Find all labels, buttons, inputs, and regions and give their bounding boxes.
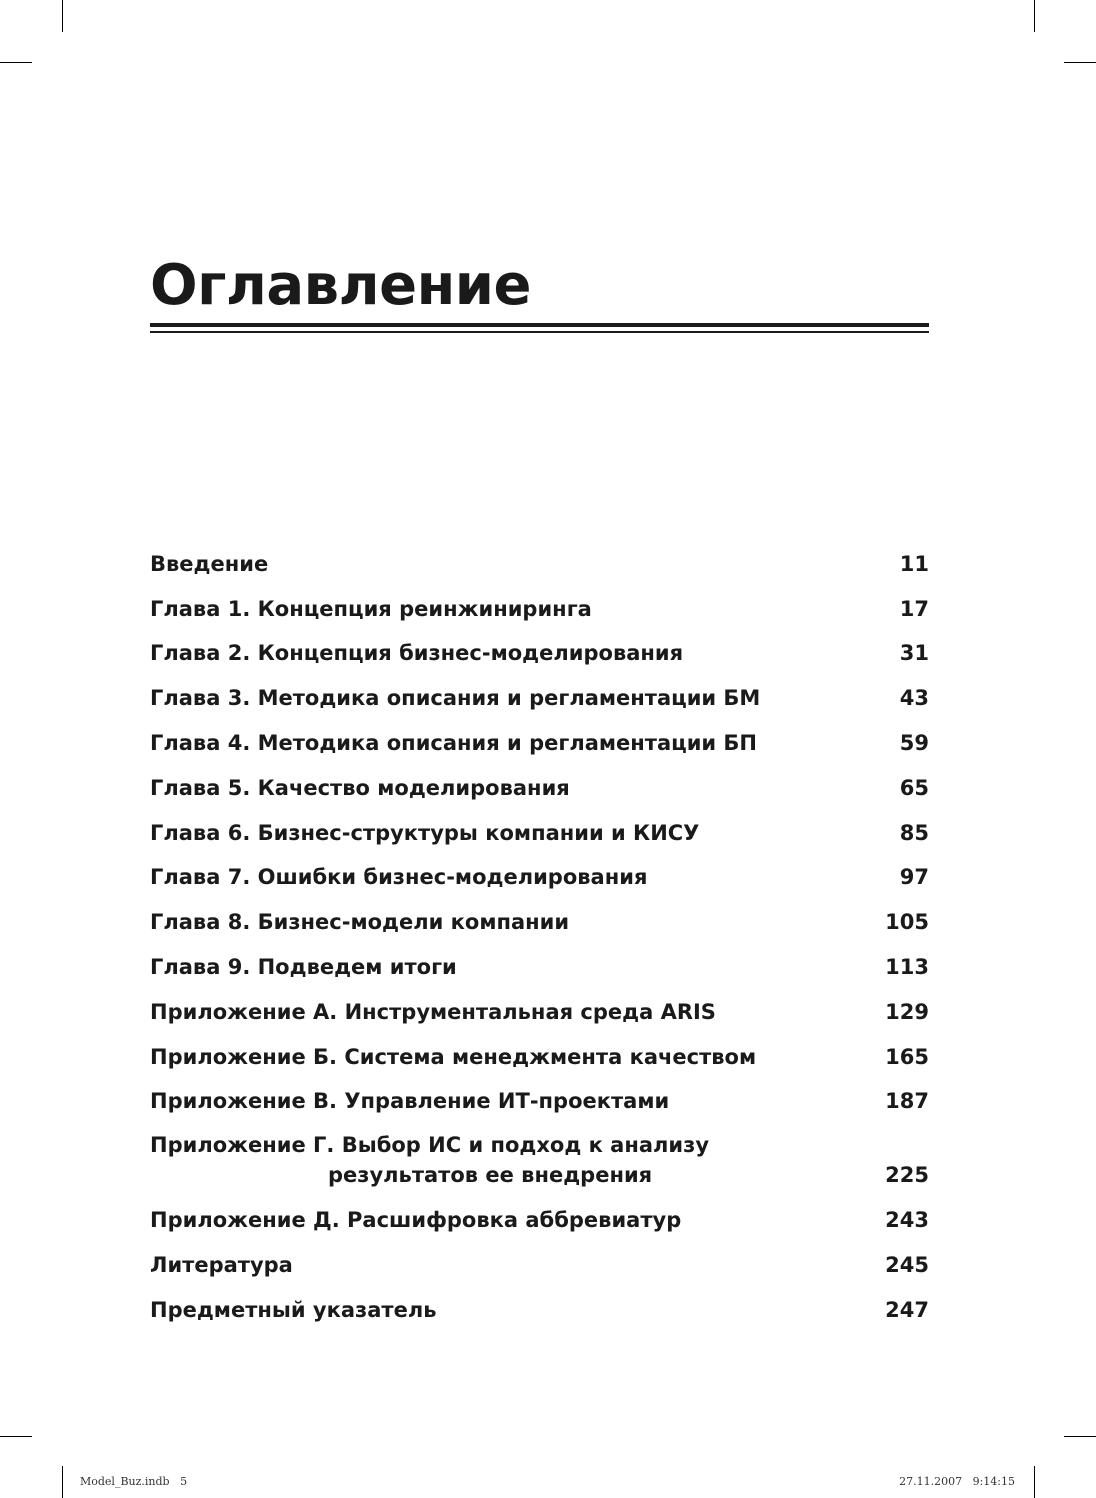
- crop-mark-bottom-right: [1034, 1466, 1035, 1498]
- toc-entry[interactable]: [150, 809, 929, 854]
- crop-mark-top-left-h: [0, 62, 32, 63]
- toc-entry-page: 59: [899, 730, 929, 755]
- toc-entry-title: Глава 8. Бизнес-модели компании: [150, 910, 570, 935]
- toc-entry-page: 247: [885, 1297, 929, 1322]
- toc-entry-title: Глава 4. Методика описания и регламентации БП: [150, 730, 758, 755]
- toc-entry-page: 187: [885, 1089, 929, 1114]
- toc-entry-title: Предметный указатель: [150, 1297, 437, 1322]
- toc-entry-title: Глава 2. Концепция бизнес-моделирования: [150, 641, 684, 666]
- toc-entry[interactable]: [150, 943, 929, 988]
- toc-entry-page: 11: [899, 551, 929, 576]
- toc-entry-title: Приложение Б. Система менеджмента качеством: [150, 1044, 757, 1069]
- toc-entry-title: Литература: [150, 1252, 293, 1277]
- toc-entry-title: Введение: [150, 551, 269, 576]
- toc-entry-page: 31: [899, 641, 929, 666]
- toc-entry-page: 113: [885, 954, 929, 979]
- toc-entry-title: Приложение Д. Расшифровка аббревиатур: [150, 1208, 682, 1233]
- toc-entry-title: Приложение В. Управление ИТ-проектами: [150, 1089, 670, 1114]
- toc-entry-page: 165: [885, 1044, 929, 1069]
- toc-entry-title: Глава 7. Ошибки бизнес-моделирования: [150, 865, 648, 890]
- toc-entry-page: 85: [899, 820, 929, 845]
- toc-entry[interactable]: [150, 1033, 929, 1078]
- toc-entry-page: 245: [885, 1252, 929, 1277]
- toc-entry-title: Глава 9. Подведем итоги: [150, 954, 457, 979]
- crop-mark-top-right-h: [1064, 62, 1096, 63]
- table-of-contents: [150, 540, 929, 1331]
- toc-entry-title: Глава 3. Методика описания и регламентации БМ: [150, 686, 761, 711]
- footer-datetime: 27.11.2007 9:14:15: [899, 1475, 1015, 1488]
- toc-entry[interactable]: [150, 1241, 929, 1286]
- toc-entry-page: 17: [899, 596, 929, 621]
- toc-entry[interactable]: [150, 585, 929, 630]
- toc-entry-title: Глава 5. Качество моделирования: [150, 775, 570, 800]
- toc-entry[interactable]: [150, 630, 929, 675]
- toc-entry-title: Приложение А. Инструментальная среда ARIS: [150, 999, 716, 1024]
- toc-entry-title: Глава 1. Концепция реинжиниринга: [150, 596, 592, 621]
- toc-entry[interactable]: [150, 674, 929, 719]
- toc-entry-title: Глава 6. Бизнес-структуры компании и КИСУ: [150, 820, 700, 845]
- crop-mark-top-right: [1034, 0, 1035, 32]
- toc-entry-page: 243: [885, 1208, 929, 1233]
- toc-entry[interactable]: [150, 854, 929, 899]
- toc-entry-page: 225: [885, 1163, 929, 1188]
- toc-entry-page: 65: [899, 775, 929, 800]
- toc-entry[interactable]: [150, 1286, 929, 1331]
- toc-entry[interactable]: [150, 540, 929, 585]
- toc-entry[interactable]: [150, 764, 929, 809]
- toc-entry[interactable]: [150, 1122, 929, 1196]
- crop-mark-bottom-left-h: [0, 1436, 32, 1437]
- toc-entry[interactable]: [150, 719, 929, 764]
- crop-mark-bottom-left: [62, 1466, 63, 1498]
- toc-entry-page: 43: [899, 686, 929, 711]
- crop-mark-bottom-right-h: [1064, 1436, 1096, 1437]
- crop-mark-top-left: [62, 0, 63, 32]
- toc-entry-page: 105: [885, 910, 929, 935]
- page-title: Оглавление: [150, 253, 532, 318]
- title-rule-thick: [150, 323, 929, 327]
- footer-file-name: Model_Buz.indb 5: [80, 1475, 188, 1488]
- toc-entry[interactable]: [150, 898, 929, 943]
- toc-entry-title: Приложение Г. Выбор ИС и подход к анализу: [150, 1133, 710, 1158]
- toc-entry[interactable]: [150, 988, 929, 1033]
- toc-entry-page: 97: [899, 865, 929, 890]
- title-rule-thin: [150, 331, 929, 333]
- toc-entry-page: 129: [885, 999, 929, 1024]
- toc-entry-title-continued: результатов ее внедрения: [328, 1163, 653, 1188]
- toc-entry[interactable]: [150, 1078, 929, 1123]
- toc-entry[interactable]: [150, 1196, 929, 1241]
